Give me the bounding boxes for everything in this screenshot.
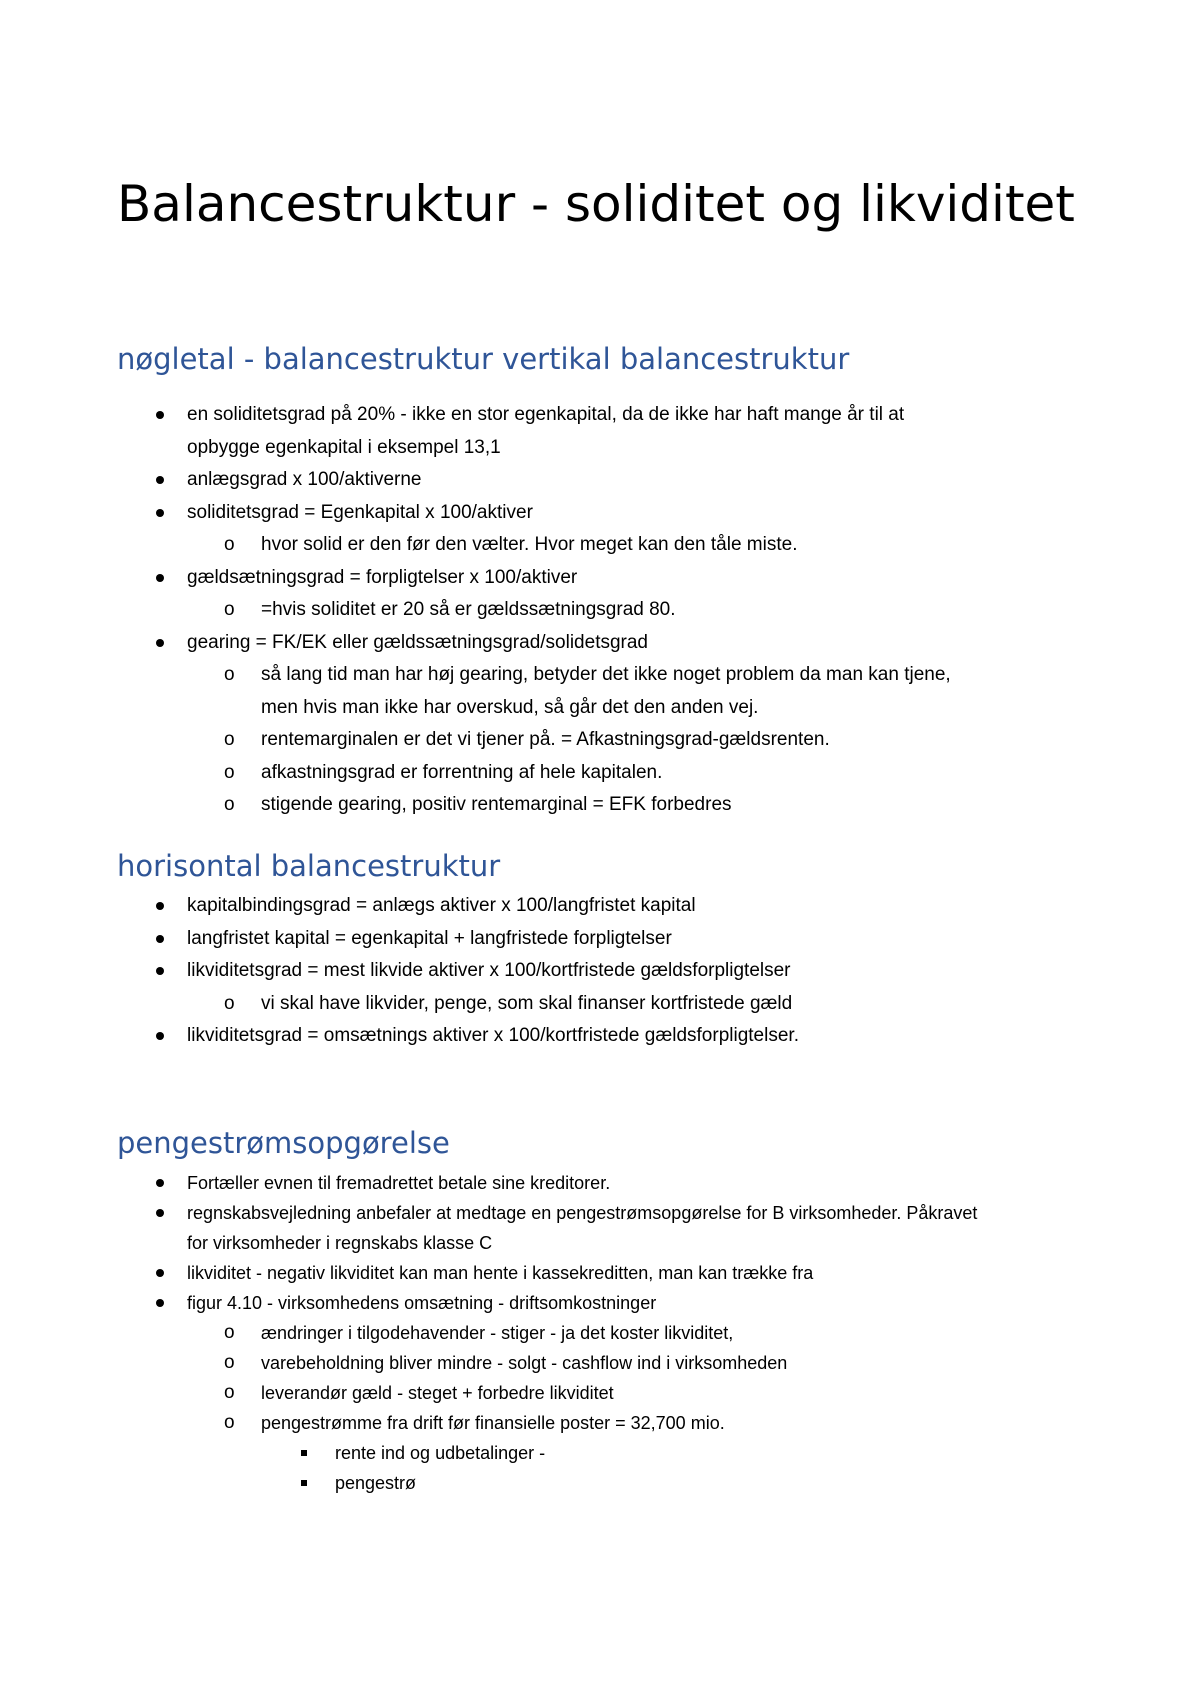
list-item-text: likviditet - negativ likviditet kan man hente i kassekreditten, man kan trække fra (187, 1263, 814, 1283)
list-item (0, 757, 951, 790)
section-heading: pengestrømsopgørelse (117, 1126, 450, 1160)
bullet-dot-icon (156, 1032, 164, 1040)
list-item (0, 724, 951, 757)
list-item-text: rentemarginalen er det vi tjener på. = Afkastningsgrad-gældsrenten. (261, 729, 830, 750)
list-item (0, 1348, 977, 1378)
list-item-text: opbygge egenkapital i eksempel 13,1 (187, 436, 501, 458)
list-item-text: rente ind og udbetalinger - (335, 1443, 546, 1463)
list-item (0, 1020, 799, 1053)
list-item-text: gældsætningsgrad = forpligtelser x 100/aktiver (187, 566, 578, 588)
bullet-dot-icon (156, 476, 164, 484)
bullet-circle-icon: o (224, 534, 235, 555)
bullet-circle-icon: o (224, 664, 235, 685)
list-item-text: ændringer i tilgodehavender - stiger - ja det koster likviditet, (261, 1323, 734, 1343)
list-item (0, 659, 951, 692)
list-item-text: regnskabsvejledning anbefaler at medtage en pengestrømsopgørelse for B virksomheder. Påkravet (187, 1203, 978, 1223)
bullet-circle-icon: o (224, 1412, 235, 1433)
list-item (0, 1168, 977, 1198)
bullet-circle-icon: o (224, 992, 235, 1014)
bullet-circle-icon: o (224, 794, 235, 815)
bullet-circle-icon: o (224, 1382, 235, 1403)
list-item-text: men hvis man ikke har overskud, så går det den anden vej. (261, 696, 759, 718)
list-item-text: gearing = FK/EK eller gældssætningsgrad/solidetsgrad (187, 631, 649, 653)
list-item-text: soliditetsgrad = Egenkapital x 100/aktiver (187, 501, 533, 523)
list-item (0, 890, 799, 923)
bullet-dot-icon (156, 1209, 164, 1217)
list-item-text: =hvis soliditet er 20 så er gældssætningsgrad 80. (261, 599, 676, 620)
list-item-text: hvor solid er den før den vælter. Hvor meget kan den tåle miste. (261, 534, 798, 555)
list-item-text: Fortæller evnen til fremadrettet betale sine kreditorer. (187, 1173, 611, 1193)
bullet-dot-icon (156, 574, 164, 582)
bullet-dot-icon (156, 1269, 164, 1277)
list-item (0, 988, 799, 1021)
bullet-dot-icon (156, 967, 164, 975)
list-item (0, 1198, 977, 1228)
bullet-list (0, 1168, 977, 1498)
list-item (0, 1288, 977, 1318)
bullet-circle-icon: o (224, 761, 235, 783)
bullet-circle-icon: o (224, 599, 235, 620)
list-item-text: pengestrø (335, 1473, 417, 1493)
bullet-dot-icon (156, 1299, 164, 1307)
list-item (0, 1438, 977, 1468)
bullet-dot-icon (156, 411, 164, 419)
list-item (0, 789, 951, 822)
list-item (0, 594, 951, 627)
list-item-text: pengestrømme fra drift før finansielle poster = 32,700 mio. (261, 1413, 725, 1433)
list-item (0, 399, 951, 432)
list-item (0, 1378, 977, 1408)
bullet-square-icon (301, 1450, 307, 1456)
list-item-text: leverandør gæld - steget + forbedre likviditet (261, 1383, 614, 1403)
bullet-dot-icon (156, 639, 164, 647)
list-item (0, 497, 951, 530)
list-item (0, 562, 951, 595)
list-item-text: afkastningsgrad er forrentning af hele kapitalen. (261, 761, 663, 783)
bullet-square-icon (301, 1480, 307, 1486)
list-item-text: figur 4.10 - virksomhedens omsætning - driftsomkostninger (187, 1293, 657, 1313)
list-item-text: anlægsgrad x 100/aktiverne (187, 469, 422, 490)
list-item-text: kapitalbindingsgrad = anlægs aktiver x 100/langfristet kapital (187, 895, 696, 916)
list-item (0, 432, 951, 465)
bullet-circle-icon: o (224, 1352, 235, 1373)
list-item-text: likviditetsgrad = omsætnings aktiver x 100/kortfristede gældsforpligtelser. (187, 1025, 799, 1046)
list-item (0, 464, 951, 497)
list-item-text: for virksomheder i regnskabs klasse C (187, 1233, 493, 1253)
list-item (0, 955, 799, 988)
list-item (0, 1318, 977, 1348)
list-item-text: vi skal have likvider, penge, som skal finanser kortfristede gæld (261, 992, 793, 1014)
list-item-text: likviditetsgrad = mest likvide aktiver x 100/kortfristede gældsforpligtelser (187, 960, 791, 981)
bullet-circle-icon: o (224, 1322, 235, 1343)
bullet-dot-icon (156, 902, 164, 910)
list-item (0, 529, 951, 562)
list-item-text: stigende gearing, positiv rentemarginal = EFK forbedres (261, 794, 732, 815)
bullet-list (0, 399, 951, 822)
list-item (0, 1258, 977, 1288)
bullet-list (0, 890, 799, 1053)
list-item (0, 1228, 977, 1258)
list-item (0, 1408, 977, 1438)
page-title: Balancestruktur - soliditet og likviditet (117, 175, 1075, 233)
bullet-dot-icon (156, 935, 164, 943)
list-item (0, 1468, 977, 1498)
list-item-text: langfristet kapital = egenkapital + langfristede forpligtelser (187, 927, 672, 949)
bullet-circle-icon: o (224, 729, 235, 750)
bullet-dot-icon (156, 1179, 164, 1187)
list-item (0, 923, 799, 956)
list-item-text: en soliditetsgrad på 20% - ikke en stor egenkapital, da de ikke har haft mange år til at (187, 404, 905, 425)
list-item (0, 627, 951, 660)
list-item-text: varebeholdning bliver mindre - solgt - cashflow ind i virksomheden (261, 1353, 788, 1373)
bullet-dot-icon (156, 509, 164, 517)
section-heading: horisontal balancestruktur (117, 849, 501, 883)
list-item (0, 692, 951, 725)
list-item-text: så lang tid man har høj gearing, betyder det ikke noget problem da man kan tjene, (261, 664, 951, 685)
section-heading: nøgletal - balancestruktur vertikal balancestruktur (117, 342, 850, 376)
